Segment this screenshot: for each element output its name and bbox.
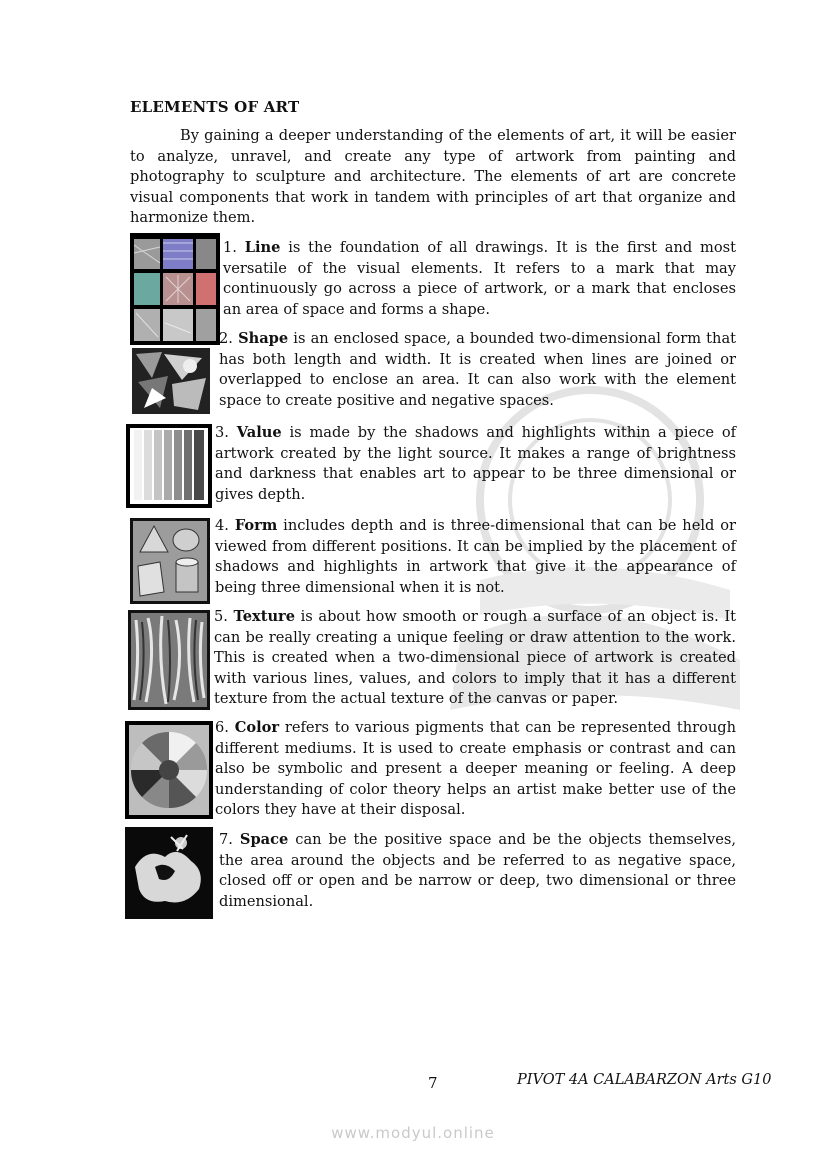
item-number: 2. [219,330,233,347]
form-solids-image [130,518,210,604]
item-term: Texture [233,608,296,625]
item-number: 6. [215,719,229,736]
item-text: is made by the shadows and highlights within a piece of artwork created by the light source. It makes a range of brightness and darkness that enables art to appear to be three dimensional or gives depth. [215,424,737,503]
line-examples-image [130,233,220,345]
shape-collage-image [132,348,210,414]
space-silhouette-image [125,827,213,919]
texture-brush-image [128,610,210,710]
item-term: Line [244,239,281,256]
footer-title: PIVOT 4A CALABARZON Arts G10 [517,1072,772,1088]
item-number: 3. [215,424,229,441]
item-number: 1. [223,239,237,256]
color-wheel-image [125,721,213,819]
item-term: Value [236,424,282,441]
list-item [219,830,736,912]
list-item [215,718,736,821]
value-scale-image [126,424,212,508]
intro-text: By gaining a deeper understanding of the elements of art, it will be easier to analyze, unravel, and create any type of artwork from painting and photography to sculpture and architecture. The elements of art are concrete visual components that work in tandem with principles of art that organize and harmonize them. [130,127,736,227]
item-term: Color [234,719,280,736]
item-number: 4. [215,517,229,534]
list-item [214,607,736,710]
page-number: 7 [428,1074,438,1092]
item-term: Space [239,831,289,848]
watermark-text: www.modyul.online [331,1124,495,1142]
item-term: Shape [238,330,289,347]
intro-paragraph [130,126,736,229]
list-item [215,423,736,505]
item-text: is the foundation of all drawings. It is the first and most versatile of the visual elements. It refers to a mark that may continuously go across a piece of artwork, or a mark that encloses an area of space and forms a shape. [223,239,736,318]
list-item [223,238,736,320]
list-item [215,516,736,598]
item-number: 7. [219,831,233,848]
item-text: refers to various pigments that can be represented through different mediums. It is used to create emphasis or contrast and can also be symbolic and present a deeper meaning or feeling. A deep understanding of color theory helps an artist make better use of the colors they have at their disposal. [215,719,736,819]
item-text: includes depth and is three-dimensional that can be held or viewed from different positions. It can be implied by the placement of shadows and highlights in artwork that give it the appearance of being three dimensional when it is not. [215,517,736,596]
item-text: is an enclosed space, a bounded two-dimensional form that has both length and width. It is created when lines are joined or overlapped to enclose an area. It can also work with the element space to create positive and negative spaces. [219,330,737,409]
list-item [219,329,736,411]
item-number: 5. [214,608,228,625]
page-title: ELEMENTS OF ART [130,98,300,116]
item-text: is about how smooth or rough a surface of an object is. It can be really creating a unique feeling or draw attention to the work. This is created when a two-dimensional piece of artwork is created with various lines, values, and colors to imply that it has a different texture from the actual texture of the canvas or paper. [214,608,736,708]
item-text: can be the positive space and be the objects themselves, the area around the objects and be referred to as negative space, closed off or open and be narrow or deep, two dimensional or three dimensional. [219,831,736,910]
item-term: Form [234,517,278,534]
